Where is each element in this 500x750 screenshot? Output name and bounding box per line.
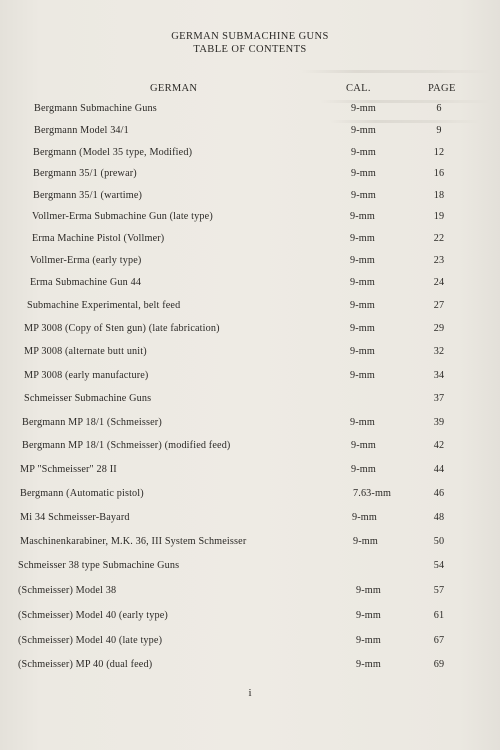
toc-entry-title: Submachine Experimental, belt feed: [27, 300, 181, 311]
toc-entry-caliber: 9-mm: [351, 190, 376, 201]
toc-entry-title: Schmeisser Submachine Guns: [24, 393, 152, 404]
toc-entry-caliber: 9-mm: [351, 464, 376, 475]
toc-row: [0, 585, 500, 601]
toc-row: [0, 464, 500, 480]
toc-entry-caliber: 9-mm: [350, 417, 375, 428]
title-line-2: TABLE OF CONTENTS: [193, 44, 307, 55]
column-header-caliber: CAL.: [346, 83, 371, 94]
toc-row: [0, 488, 500, 504]
toc-entry-caliber: 9-mm: [353, 536, 378, 547]
toc-row: [0, 512, 500, 528]
toc-entry-title: (Schmeisser) Model 40 (early type): [18, 610, 168, 621]
toc-entry-title: Bergmann (Model 35 type, Modified): [33, 147, 193, 158]
toc-row: [0, 211, 500, 227]
toc-entry-title: MP 3008 (Copy of Sten gun) (late fabrication): [24, 323, 220, 334]
toc-entry-caliber: 9-mm: [350, 300, 375, 311]
toc-entry-title: (Schmeisser) Model 38: [18, 585, 117, 596]
toc-entry-caliber: 9-mm: [356, 585, 381, 596]
toc-entry-title: MP 3008 (early manufacture): [24, 370, 149, 381]
toc-entry-page: 9: [436, 125, 442, 136]
toc-entry-title: MP "Schmeisser" 28 II: [20, 464, 117, 475]
toc-row: [0, 417, 500, 433]
toc-entry-page: 27: [433, 300, 445, 311]
toc-entry-caliber: 9-mm: [356, 610, 381, 621]
toc-entry-page: 18: [433, 190, 445, 201]
toc-entry-caliber: 9-mm: [350, 211, 375, 222]
toc-entry-caliber: 9-mm: [350, 323, 375, 334]
toc-row: [0, 103, 500, 119]
toc-entry-title: Vollmer-Erma (early type): [30, 255, 142, 266]
toc-row: [0, 255, 500, 271]
toc-entry-title: Erma Submachine Gun 44: [30, 277, 142, 288]
toc-entry-page: 42: [433, 440, 445, 451]
page-number: i: [248, 687, 252, 699]
toc-entry-page: 22: [433, 233, 445, 244]
toc-entry-title: Bergmann 35/1 (prewar): [33, 168, 137, 179]
toc-row: [0, 147, 500, 163]
toc-row: [0, 393, 500, 409]
toc-entry-page: 67: [433, 635, 445, 646]
toc-entry-page: 34: [433, 370, 445, 381]
toc-entry-title: (Schmeisser) MP 40 (dual feed): [18, 659, 153, 670]
toc-entry-caliber: 9-mm: [351, 440, 376, 451]
toc-entry-page: 50: [433, 536, 445, 547]
toc-entry-caliber: 7.63-mm: [353, 488, 392, 499]
toc-row: [0, 659, 500, 675]
toc-entry-caliber: 9-mm: [352, 512, 377, 523]
toc-entry-caliber: 9-mm: [350, 370, 375, 381]
toc-row: [0, 277, 500, 293]
toc-entry-title: (Schmeisser) Model 40 (late type): [18, 635, 163, 646]
toc-row: [0, 560, 500, 576]
toc-entry-title: Maschinenkarabiner, M.K. 36, III System Schmeisser: [20, 536, 247, 547]
toc-entry-title: Bergmann Submachine Guns: [34, 103, 157, 114]
toc-entry-page: 57: [433, 585, 445, 596]
toc-row: [0, 190, 500, 206]
toc-row: [0, 346, 500, 362]
toc-entry-page: 19: [433, 211, 445, 222]
toc-entry-page: 6: [436, 103, 442, 114]
toc-entry-caliber: 9-mm: [350, 277, 375, 288]
toc-entry-title: Vollmer-Erma Submachine Gun (late type): [32, 211, 213, 222]
toc-entry-caliber: 9-mm: [350, 346, 375, 357]
column-header-section: GERMAN: [150, 83, 198, 94]
toc-entry-page: 12: [433, 147, 445, 158]
toc-entry-title: Bergmann MP 18/1 (Schmeisser): [22, 417, 162, 428]
toc-row: [0, 300, 500, 316]
toc-row: [0, 536, 500, 552]
toc-entry-page: 23: [433, 255, 445, 266]
toc-entry-title: Bergmann Model 34/1: [34, 125, 129, 136]
toc-entry-caliber: 9-mm: [350, 233, 375, 244]
toc-row: [0, 323, 500, 339]
toc-entry-page: 16: [433, 168, 445, 179]
toc-row: [0, 440, 500, 456]
toc-entry-caliber: 9-mm: [351, 125, 376, 136]
toc-entry-title: Bergmann 35/1 (wartime): [33, 190, 143, 201]
toc-entry-page: 29: [433, 323, 445, 334]
toc-entry-caliber: 9-mm: [351, 168, 376, 179]
toc-row: [0, 635, 500, 651]
toc-entry-page: 48: [433, 512, 445, 523]
toc-entry-title: Mi 34 Schmeisser-Bayard: [20, 512, 130, 523]
toc-entry-title: Schmeisser 38 type Submachine Guns: [18, 560, 180, 571]
bleed-through-mark: [300, 70, 490, 73]
toc-entry-title: Bergmann MP 18/1 (Schmeisser) (modified feed): [22, 440, 231, 451]
bleed-through-mark: [330, 120, 480, 123]
toc-row: [0, 370, 500, 386]
toc-entry-title: Bergmann (Automatic pistol): [20, 488, 144, 499]
column-header-page: PAGE: [428, 83, 456, 94]
toc-entry-caliber: 9-mm: [356, 659, 381, 670]
toc-entry-page: 69: [433, 659, 445, 670]
toc-entry-page: 39: [433, 417, 445, 428]
toc-entry-page: 61: [433, 610, 445, 621]
toc-row: [0, 168, 500, 184]
toc-entry-page: 44: [433, 464, 445, 475]
toc-entry-caliber: 9-mm: [356, 635, 381, 646]
toc-entry-page: 54: [433, 560, 445, 571]
toc-entry-page: 24: [433, 277, 445, 288]
toc-row: [0, 125, 500, 141]
toc-entry-caliber: 9-mm: [351, 147, 376, 158]
toc-row: [0, 610, 500, 626]
toc-entry-caliber: 9-mm: [350, 255, 375, 266]
toc-entry-title: Erma Machine Pistol (Vollmer): [32, 233, 165, 244]
toc-entry-title: MP 3008 (alternate butt unit): [24, 346, 147, 357]
toc-row: [0, 233, 500, 249]
title-line-1: GERMAN SUBMACHINE GUNS: [171, 31, 329, 42]
toc-entry-caliber: 9-mm: [351, 103, 376, 114]
toc-entry-page: 46: [433, 488, 445, 499]
toc-entry-page: 32: [433, 346, 445, 357]
document-title: [0, 30, 500, 56]
toc-entry-page: 37: [433, 393, 445, 404]
